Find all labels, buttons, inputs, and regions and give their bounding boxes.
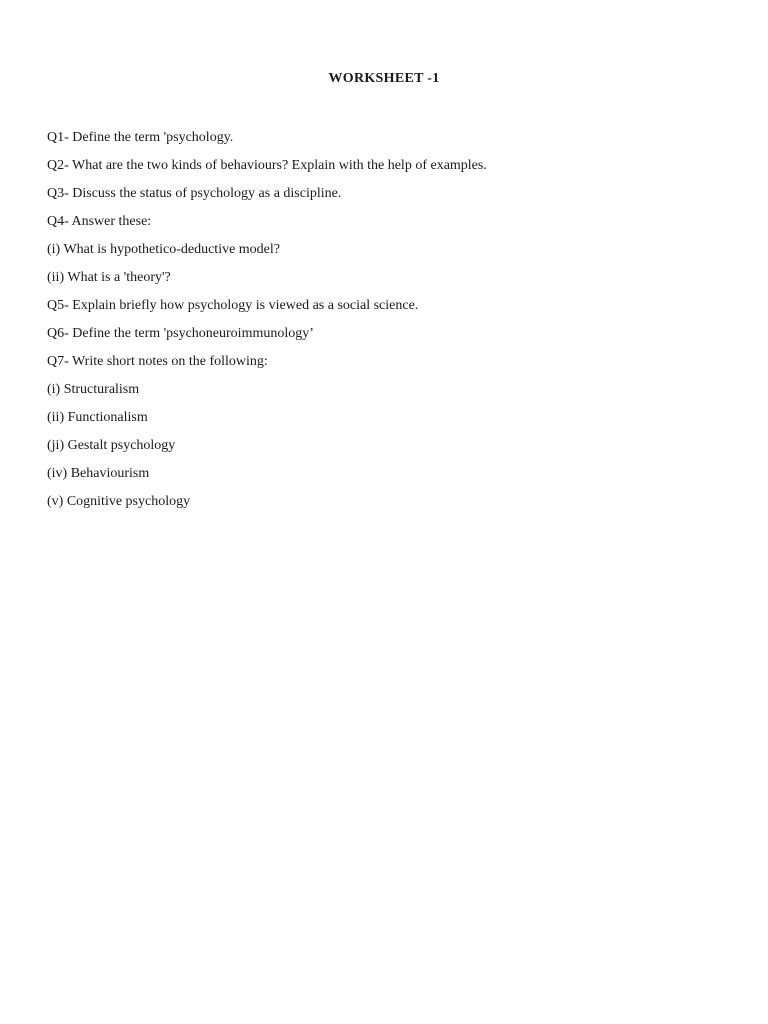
line-q5: Q5- Explain briefly how psychology is viewed as a social science. <box>47 298 419 313</box>
question-list <box>47 129 727 521</box>
line-q4-part-ii: (ii) What is a 'theory'? <box>47 270 171 285</box>
line-q7-part-iv: (iv) Behaviourism <box>47 466 150 481</box>
line-q6: Q6- Define the term 'psychoneuroimmunology’ <box>47 326 314 341</box>
line-q7-part-i: (i) Structuralism <box>47 382 140 397</box>
line-q4: Q4- Answer these: <box>47 214 152 229</box>
line-q1: Q1- Define the term 'psychology. <box>47 130 234 145</box>
line-q7: Q7- Write short notes on the following: <box>47 354 268 369</box>
line-q7-part-v: (v) Cognitive psychology <box>47 494 191 509</box>
line-q2: Q2- What are the two kinds of behaviours? Explain with the help of examples. <box>47 158 487 173</box>
line-q7-part-iii: (ji) Gestalt psychology <box>47 438 176 453</box>
line-q4-part-i: (i) What is hypothetico-deductive model? <box>47 242 281 257</box>
line-q7-part-ii: (ii) Functionalism <box>47 410 148 425</box>
page-title: WORKSHEET -1 <box>328 71 440 86</box>
line-q3: Q3- Discuss the status of psychology as a discipline. <box>47 186 342 201</box>
